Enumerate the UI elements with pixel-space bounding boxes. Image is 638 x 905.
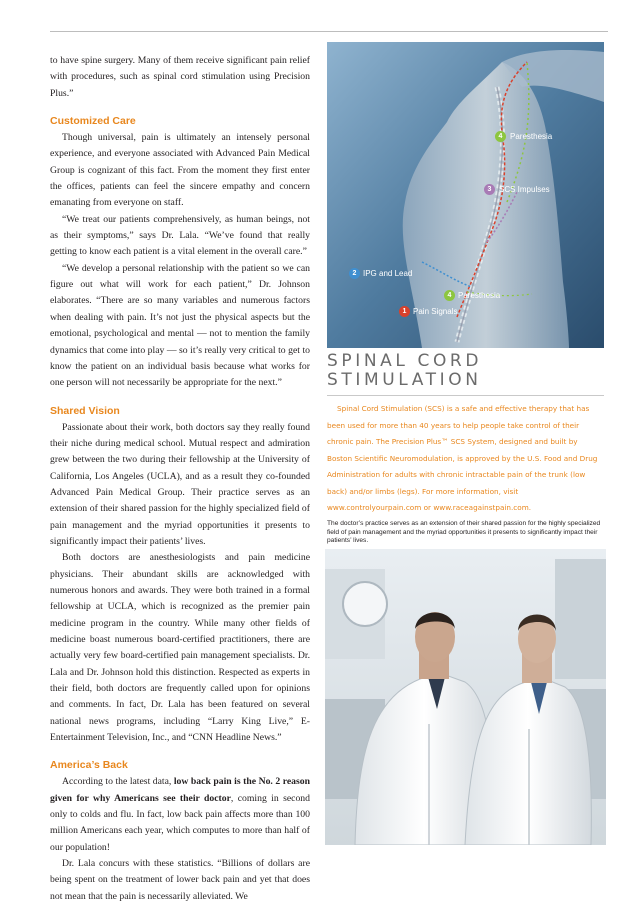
bold-statistic: low back pain is the No. 2 reason given for why Americans see their doctor xyxy=(50,776,310,804)
spinal-cord-stimulation-figure xyxy=(327,42,604,348)
doctors-photo xyxy=(325,549,606,845)
label-badge-3: 3 xyxy=(484,184,495,195)
spine-illustration xyxy=(327,42,604,348)
photo-caption: The doctor’s practice serves as an extension of their shared passion for the highly specialized field of pain management and the myriad opportunities it presents to significantly impact their patients’ lives. xyxy=(327,520,601,545)
label-pain-signals: Pain Signals xyxy=(413,307,458,316)
paragraph: “We develop a personal relationship with the patient so we can figure out what will work for each patient,” Dr. Johnson elaborates. “There are so many variables and numerous factors when dealing with pain. It’s not just the physical aspects but the emotional, psychological and mental — not to mention the family dynamics that come into play — so it’s really very critical to get to know the patient on an individual basis because what works for one person will not necessarily be appropriate for the next.” xyxy=(50,262,310,389)
sidebar-divider xyxy=(327,395,604,396)
sidebar-title-line2: STIMULATION xyxy=(327,370,482,390)
doctors-photo-illustration xyxy=(325,549,606,845)
label-paresthesia-upper: Paresthesia xyxy=(510,132,553,141)
label-badge-1: 1 xyxy=(399,306,410,317)
paragraph xyxy=(50,774,310,856)
paragraph: “We treat our patients comprehensively, as human beings, not as their symptoms,” says Dr. Lala. “We’ve found that really getting to know each patient is a vital element in the overall care.” xyxy=(50,213,310,258)
intro-paragraph: to have spine surgery. Many of them receive significant pain relief with procedures, such as spinal cord stimulation using Precision Plus.” xyxy=(50,55,310,99)
text-span: According to the latest data, xyxy=(62,776,174,788)
paragraph: Passionate about their work, both doctors say they really found their niche during medical school. Mutual respect and admiration grew between the two during their fellowship at the University of California, Los Angeles (UCLA), and as a result they co-founded Advanced Pain Medical Group. Their practice serves as an extension of their shared passion for the highly specialized field of pain management and the myriad opportunities it presents to significantly impact their patients’ lives. xyxy=(50,421,310,547)
label-badge-2: 2 xyxy=(349,268,360,279)
section-heading-americas-back: America’s Back xyxy=(50,759,128,772)
article-column xyxy=(50,53,310,905)
label-ipg-and-lead: IPG and Lead xyxy=(363,269,413,278)
sidebar-title xyxy=(327,352,604,390)
paragraph: Though universal, pain is ultimately an intensely personal experience, and everyone associated with Advanced Pain Medical Group is cognizant of this fact. From the moment they first enter the offices, patients can feel the sincere empathy and concern emanating from everyone on staff. xyxy=(50,132,310,209)
label-scs-impulses: SCS Impulses xyxy=(499,185,550,194)
sidebar-body: Spinal Cord Stimulation (SCS) is a safe and effective therapy that has been used for more than 40 years to help people take control of their chronic pain. The Precision Plus™ SCS System, designed and built by Boston Scientific Neuromodulation, is approved by the U.S. Food and Drug Administration for adults with chronic intractable pain of the trunk (low back) and/or limbs (legs). For more information, visit www.controlyourpain.com or www.raceagainstpain.com. xyxy=(327,404,598,512)
label-paresthesia-lower: Paresthesia xyxy=(458,291,501,300)
section-heading-shared-vision: Shared Vision xyxy=(50,404,120,417)
label-badge-4b: 4 xyxy=(444,290,455,301)
sidebar-title-line1: SPINAL CORD xyxy=(327,351,483,371)
text-span: , coming in second only to colds and flu. In fact, low back pain affects more than 100 million Americans each year, which computes to more than half of our population! xyxy=(50,792,310,853)
label-badge-4: 4 xyxy=(495,131,506,142)
section-heading-customized-care: Customized Care xyxy=(50,115,136,128)
top-rule xyxy=(50,31,608,32)
paragraph: Both doctors are anesthesiologists and pain medicine physicians. Their abundant skills are acknowledged with numerous honors and awards. They were both trained in a formal fellowship at UCLA, which is recognized as the premier pain medicine program in the country. While many other fields of medicine boast numerous board-certified practitioners, there are actually very few board-certified pain management specialists. Dr. Lala and Dr. Johnson hold this distinction. Respected as experts in their field, both doctors are frequently called upon for opinions and comments. In fact, Dr. Lala has been featured on several national news programs, including “Larry King Live,” E-Entertainment Television, Inc., and “CNN Headline News.” xyxy=(50,552,310,744)
paragraph: Dr. Lala concurs with these statistics. “Billions of dollars are being spent on the treatment of lower back pain and yet that does not mean that the pain is necessarily alleviated. We xyxy=(50,858,310,902)
